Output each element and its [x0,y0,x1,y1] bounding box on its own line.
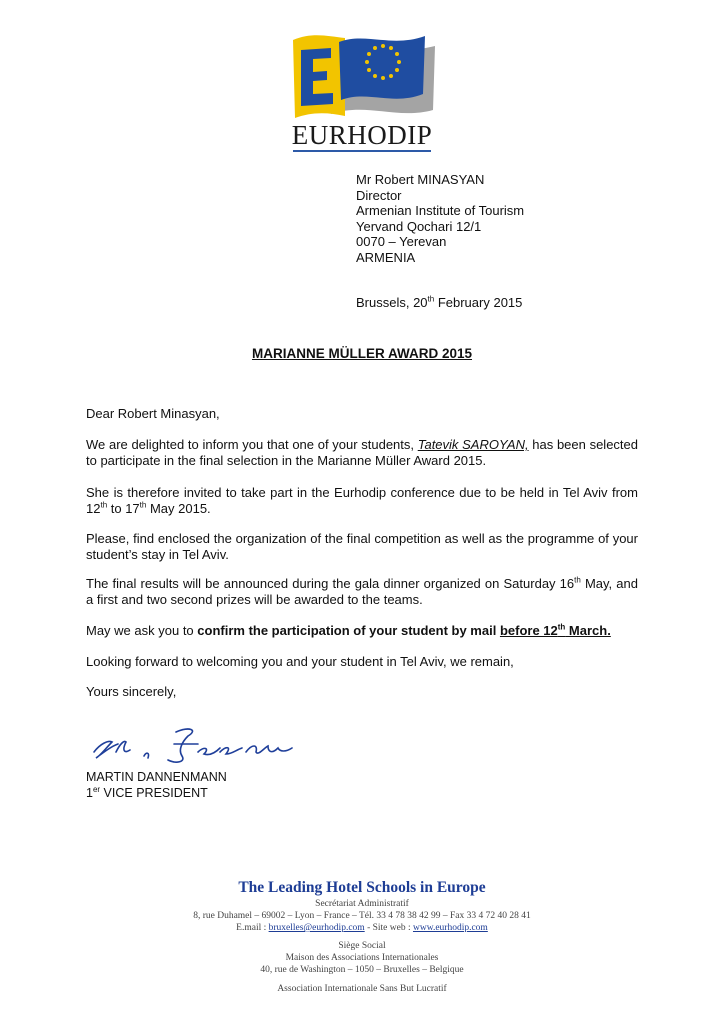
paragraph-6: Looking forward to welcoming you and your student in Tel Aviv, we remain, [86,654,514,669]
eurhodip-logo [287,28,437,153]
signer-title: 1er VICE PRESIDENT [86,784,208,800]
paragraph-3: Please, find enclosed the organization of the final competition as well as the programme of your student’s stay in Tel Aviv. [86,531,638,562]
footer-secretariat: Secrétariat Administratif [315,899,409,909]
signer-block [86,769,227,801]
footer-siege: Siège Social [338,941,386,951]
recipient-line: 0070 – Yerevan [356,234,447,249]
footer-website-link[interactable]: www.eurhodip.com [412,923,488,933]
handwritten-signature [86,722,316,766]
eu-flag-logo-icon [287,28,437,123]
logo-wordmark: EURHODIP [291,120,433,150]
paragraph-4: The final results will be announced during the gala dinner organized on Saturday 16th May, and a first and two second prizes will be awarded to the teams. [86,575,638,607]
paragraph-5: May we ask you to confirm the participation of your student by mail before 12th March. [86,622,611,638]
footer-legal: Association Internationale Sans But Lucratif [277,984,447,994]
footer-address: 8, rue Duhamel – 69002 – Lyon – France – Tél. 33 4 78 38 42 99 – Fax 33 4 72 40 28 41 [193,911,531,921]
footer-email-link[interactable]: bruxelles@eurhodip.com [268,923,365,933]
paragraph-1: We are delighted to inform you that one of your students, Tatevik SAROYAN, has been selected to participate in the final selection in the Marianne Müller Award 2015. [86,437,638,468]
recipient-line: Mr Robert MINASYAN [356,172,485,187]
letter-title: MARIANNE MÜLLER AWARD 2015 [251,346,473,361]
footer-maison: Maison des Associations Internationales [285,953,439,963]
footer-headline: The Leading Hotel Schools in Europe [238,879,486,896]
student-name: Tatevik SAROYAN, [417,437,529,452]
recipient-address [356,172,524,265]
salutation: Dear Robert Minasyan, [86,406,220,421]
signer-name: MARTIN DANNENMANN [86,770,227,784]
closing: Yours sincerely, [86,684,177,699]
paragraph-2: She is therefore invited to take part in the Eurhodip conference due to be held in Tel Aviv from 12th to 17th May 2015. [86,485,638,516]
recipient-line: Armenian Institute of Tourism [356,203,525,218]
letter-date: Brussels, 20th February 2015 [356,294,523,310]
footer-siege-address: 40, rue de Washington – 1050 – Bruxelles – Belgique [260,965,464,975]
footer-contact: E.mail : bruxelles@eurhodip.com - Site web : www.eurhodip.com [236,923,488,933]
logo-underline [293,150,431,152]
recipient-line: ARMENIA [356,249,416,265]
recipient-line: Yervand Qochari 12/1 [356,218,482,234]
recipient-line: Director [356,187,402,203]
